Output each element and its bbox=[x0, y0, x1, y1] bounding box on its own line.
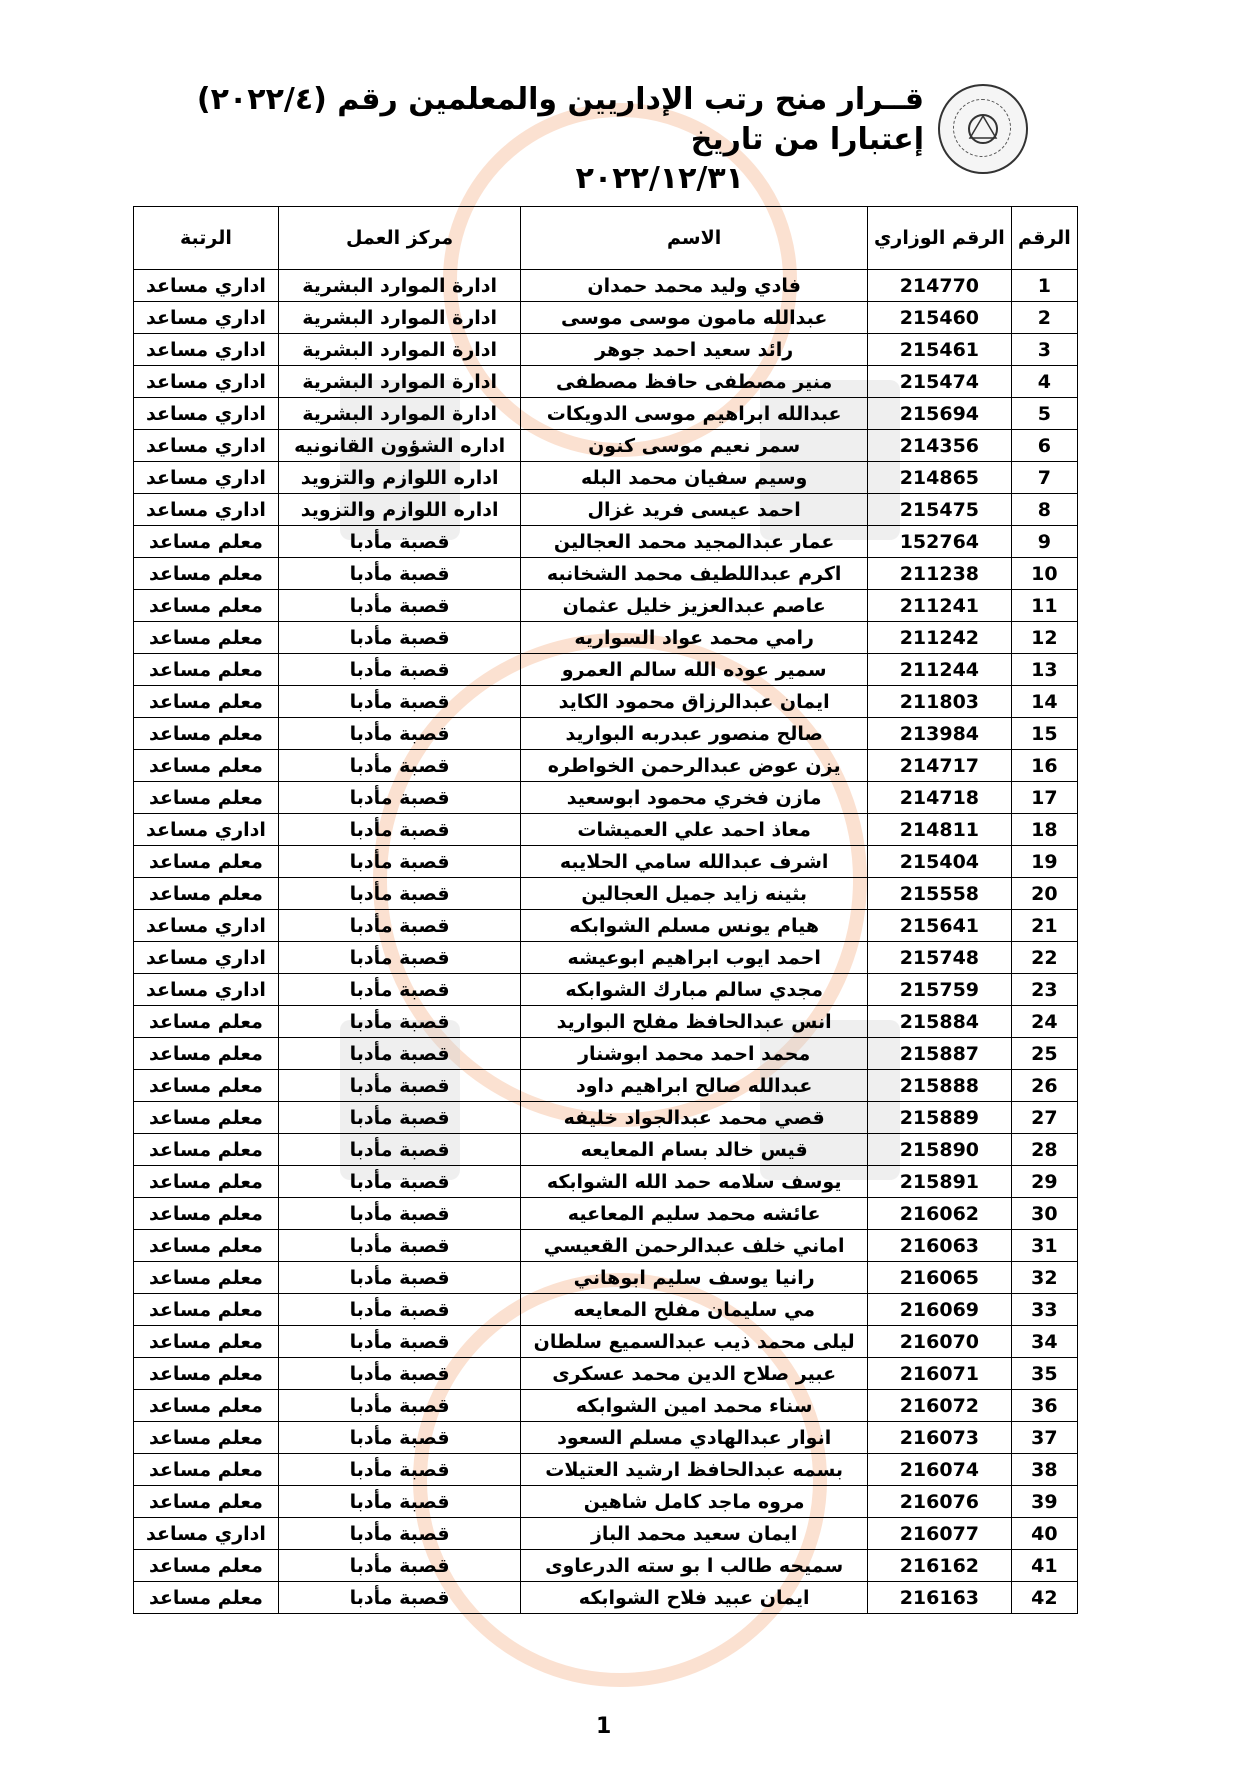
table-row bbox=[134, 974, 1078, 1006]
row-work-center: قصبة مأدبا bbox=[278, 1422, 520, 1454]
row-name: اماني خلف عبدالرحمن القعيسي bbox=[521, 1230, 868, 1262]
row-work-center: ادارة الموارد البشرية bbox=[278, 302, 520, 334]
row-name: سمر نعيم موسى كنون bbox=[521, 430, 868, 462]
table-row bbox=[134, 1198, 1078, 1230]
row-work-center: قصبة مأدبا bbox=[278, 1038, 520, 1070]
row-ministry-id: 214811 bbox=[867, 814, 1011, 846]
table-row bbox=[134, 1390, 1078, 1422]
header-index: الرقم bbox=[1011, 207, 1077, 270]
row-ministry-id: 215759 bbox=[867, 974, 1011, 1006]
row-ministry-id: 215748 bbox=[867, 942, 1011, 974]
row-work-center: قصبة مأدبا bbox=[278, 654, 520, 686]
row-index: 19 bbox=[1011, 846, 1077, 878]
row-name: عبدالله ابراهيم موسى الدويكات bbox=[521, 398, 868, 430]
row-work-center: قصبة مأدبا bbox=[278, 1486, 520, 1518]
row-rank: معلم مساعد bbox=[134, 1582, 279, 1614]
row-name: عمار عبدالمجيد محمد العجالين bbox=[521, 526, 868, 558]
row-ministry-id: 215889 bbox=[867, 1102, 1011, 1134]
row-name: عبدالله مامون موسى موسى bbox=[521, 302, 868, 334]
row-rank: معلم مساعد bbox=[134, 1390, 279, 1422]
row-rank: معلم مساعد bbox=[134, 1070, 279, 1102]
row-ministry-id: 216071 bbox=[867, 1358, 1011, 1390]
row-index: 12 bbox=[1011, 622, 1077, 654]
table-row bbox=[134, 1006, 1078, 1038]
row-rank: معلم مساعد bbox=[134, 1454, 279, 1486]
row-index: 1 bbox=[1011, 270, 1077, 302]
row-ministry-id: 216077 bbox=[867, 1518, 1011, 1550]
row-ministry-id: 216163 bbox=[867, 1582, 1011, 1614]
row-index: 14 bbox=[1011, 686, 1077, 718]
page-number: 1 bbox=[596, 1714, 612, 1739]
row-work-center: قصبة مأدبا bbox=[278, 1454, 520, 1486]
row-index: 5 bbox=[1011, 398, 1077, 430]
row-rank: معلم مساعد bbox=[134, 1422, 279, 1454]
row-rank: اداري مساعد bbox=[134, 814, 279, 846]
row-index: 21 bbox=[1011, 910, 1077, 942]
row-ministry-id: 216076 bbox=[867, 1486, 1011, 1518]
row-name: ايمان عبيد فلاح الشوابكه bbox=[521, 1582, 868, 1614]
row-index: 4 bbox=[1011, 366, 1077, 398]
ministry-seal bbox=[938, 84, 1028, 174]
row-rank: معلم مساعد bbox=[134, 1102, 279, 1134]
row-work-center: قصبة مأدبا bbox=[278, 1294, 520, 1326]
row-index: 37 bbox=[1011, 1422, 1077, 1454]
row-index: 15 bbox=[1011, 718, 1077, 750]
row-name: ايمان سعيد محمد الباز bbox=[521, 1518, 868, 1550]
row-index: 11 bbox=[1011, 590, 1077, 622]
table-row bbox=[134, 494, 1078, 526]
title-date: ٢٠٢٢/١٢/٣١ bbox=[575, 161, 744, 196]
table-row bbox=[134, 1166, 1078, 1198]
row-rank: اداري مساعد bbox=[134, 1518, 279, 1550]
row-name: معاذ احمد علي العميشات bbox=[521, 814, 868, 846]
row-rank: معلم مساعد bbox=[134, 622, 279, 654]
title-decision: قــرار منح رتب الإداريين والمعلمين رقم (٢٠٢٢/٤) إعتبارا من تاريخ bbox=[196, 82, 924, 157]
row-ministry-id: 216162 bbox=[867, 1550, 1011, 1582]
table-row bbox=[134, 526, 1078, 558]
row-work-center: اداره الشؤون القانونيه bbox=[278, 430, 520, 462]
header-name: الاسم bbox=[521, 207, 868, 270]
row-ministry-id: 215641 bbox=[867, 910, 1011, 942]
row-name: قيس خالد بسام المعايعه bbox=[521, 1134, 868, 1166]
row-ministry-id: 211238 bbox=[867, 558, 1011, 590]
row-rank: معلم مساعد bbox=[134, 1198, 279, 1230]
table-row bbox=[134, 1486, 1078, 1518]
row-index: 35 bbox=[1011, 1358, 1077, 1390]
row-ministry-id: 214717 bbox=[867, 750, 1011, 782]
row-work-center: قصبة مأدبا bbox=[278, 814, 520, 846]
table-row bbox=[134, 1134, 1078, 1166]
row-index: 13 bbox=[1011, 654, 1077, 686]
row-name: سمير عوده الله سالم العمرو bbox=[521, 654, 868, 686]
row-rank: معلم مساعد bbox=[134, 718, 279, 750]
row-work-center: قصبة مأدبا bbox=[278, 942, 520, 974]
row-rank: معلم مساعد bbox=[134, 1550, 279, 1582]
row-index: 28 bbox=[1011, 1134, 1077, 1166]
row-rank: اداري مساعد bbox=[134, 974, 279, 1006]
row-name: انوار عبدالهادي مسلم السعود bbox=[521, 1422, 868, 1454]
header-ministry-id bbox=[867, 207, 1011, 270]
row-ministry-id: 215891 bbox=[867, 1166, 1011, 1198]
row-index: 16 bbox=[1011, 750, 1077, 782]
row-work-center: ادارة الموارد البشرية bbox=[278, 270, 520, 302]
row-index: 32 bbox=[1011, 1262, 1077, 1294]
row-name: يوسف سلامه حمد الله الشوابكه bbox=[521, 1166, 868, 1198]
row-ministry-id: 216073 bbox=[867, 1422, 1011, 1454]
table-row bbox=[134, 1550, 1078, 1582]
row-work-center: قصبة مأدبا bbox=[278, 526, 520, 558]
row-ministry-id: 215888 bbox=[867, 1070, 1011, 1102]
table-row bbox=[134, 1262, 1078, 1294]
row-work-center: قصبة مأدبا bbox=[278, 1166, 520, 1198]
row-rank: معلم مساعد bbox=[134, 1486, 279, 1518]
row-rank: معلم مساعد bbox=[134, 1262, 279, 1294]
row-work-center: ادارة الموارد البشرية bbox=[278, 366, 520, 398]
row-ministry-id: 216072 bbox=[867, 1390, 1011, 1422]
row-ministry-id: 216065 bbox=[867, 1262, 1011, 1294]
row-index: 23 bbox=[1011, 974, 1077, 1006]
table-row bbox=[134, 622, 1078, 654]
row-index: 8 bbox=[1011, 494, 1077, 526]
table-row bbox=[134, 782, 1078, 814]
table-row bbox=[134, 558, 1078, 590]
row-ministry-id: 215404 bbox=[867, 846, 1011, 878]
row-index: 10 bbox=[1011, 558, 1077, 590]
row-rank: اداري مساعد bbox=[134, 270, 279, 302]
row-name: فادي وليد محمد حمدان bbox=[521, 270, 868, 302]
row-index: 2 bbox=[1011, 302, 1077, 334]
table-row bbox=[134, 1230, 1078, 1262]
ranks-table bbox=[133, 206, 1078, 1614]
row-name: يزن عوض عبدالرحمن الخواطره bbox=[521, 750, 868, 782]
row-work-center: اداره اللوازم والتزويد bbox=[278, 462, 520, 494]
table-row bbox=[134, 878, 1078, 910]
row-index: 26 bbox=[1011, 1070, 1077, 1102]
table-row bbox=[134, 942, 1078, 974]
row-work-center: قصبة مأدبا bbox=[278, 718, 520, 750]
row-index: 17 bbox=[1011, 782, 1077, 814]
table-row bbox=[134, 1070, 1078, 1102]
row-name: عبدالله صالح ابراهيم داود bbox=[521, 1070, 868, 1102]
row-name: احمد ايوب ابراهيم ابوعيشه bbox=[521, 942, 868, 974]
row-ministry-id: 214356 bbox=[867, 430, 1011, 462]
row-rank: معلم مساعد bbox=[134, 558, 279, 590]
row-work-center: قصبة مأدبا bbox=[278, 1550, 520, 1582]
row-rank: اداري مساعد bbox=[134, 494, 279, 526]
row-ministry-id: 216062 bbox=[867, 1198, 1011, 1230]
row-index: 40 bbox=[1011, 1518, 1077, 1550]
row-work-center: قصبة مأدبا bbox=[278, 1198, 520, 1230]
row-index: 38 bbox=[1011, 1454, 1077, 1486]
row-name: مازن فخري محمود ابوسعيد bbox=[521, 782, 868, 814]
row-ministry-id: 215474 bbox=[867, 366, 1011, 398]
row-index: 39 bbox=[1011, 1486, 1077, 1518]
row-index: 20 bbox=[1011, 878, 1077, 910]
row-index: 3 bbox=[1011, 334, 1077, 366]
row-name: قصي محمد عبدالجواد خليفه bbox=[521, 1102, 868, 1134]
row-index: 22 bbox=[1011, 942, 1077, 974]
row-name: مروه ماجد كامل شاهين bbox=[521, 1486, 868, 1518]
row-index: 25 bbox=[1011, 1038, 1077, 1070]
row-work-center: قصبة مأدبا bbox=[278, 590, 520, 622]
table-row bbox=[134, 1326, 1078, 1358]
row-rank: معلم مساعد bbox=[134, 686, 279, 718]
row-ministry-id: 216074 bbox=[867, 1454, 1011, 1486]
row-rank: اداري مساعد bbox=[134, 366, 279, 398]
row-rank: معلم مساعد bbox=[134, 590, 279, 622]
row-work-center: قصبة مأدبا bbox=[278, 1518, 520, 1550]
table-row bbox=[134, 398, 1078, 430]
row-name: سناء محمد امين الشوابكه bbox=[521, 1390, 868, 1422]
row-ministry-id: 215558 bbox=[867, 878, 1011, 910]
table-row bbox=[134, 814, 1078, 846]
row-work-center: قصبة مأدبا bbox=[278, 910, 520, 942]
row-index: 18 bbox=[1011, 814, 1077, 846]
row-rank: معلم مساعد bbox=[134, 1006, 279, 1038]
row-index: 33 bbox=[1011, 1294, 1077, 1326]
row-rank: معلم مساعد bbox=[134, 782, 279, 814]
table-row bbox=[134, 334, 1078, 366]
row-rank: اداري مساعد bbox=[134, 398, 279, 430]
row-work-center: ادارة الموارد البشرية bbox=[278, 334, 520, 366]
row-work-center: ادارة الموارد البشرية bbox=[278, 398, 520, 430]
row-ministry-id: 211241 bbox=[867, 590, 1011, 622]
row-index: 29 bbox=[1011, 1166, 1077, 1198]
row-name: عبير صلاح الدين محمد عسكرى bbox=[521, 1358, 868, 1390]
row-name: وسيم سفيان محمد البله bbox=[521, 462, 868, 494]
row-index: 31 bbox=[1011, 1230, 1077, 1262]
row-ministry-id: 213984 bbox=[867, 718, 1011, 750]
row-rank: معلم مساعد bbox=[134, 846, 279, 878]
row-ministry-id: 216069 bbox=[867, 1294, 1011, 1326]
table-row bbox=[134, 462, 1078, 494]
table-row bbox=[134, 302, 1078, 334]
row-name: رامي محمد عواد السواريه bbox=[521, 622, 868, 654]
table-row bbox=[134, 718, 1078, 750]
row-rank: اداري مساعد bbox=[134, 302, 279, 334]
row-ministry-id: 215460 bbox=[867, 302, 1011, 334]
row-work-center: قصبة مأدبا bbox=[278, 1326, 520, 1358]
table-row bbox=[134, 1358, 1078, 1390]
row-name: رانيا يوسف سليم ابوهاني bbox=[521, 1262, 868, 1294]
row-name: مي سليمان مفلح المعايعه bbox=[521, 1294, 868, 1326]
row-rank: معلم مساعد bbox=[134, 878, 279, 910]
row-ministry-id: 214770 bbox=[867, 270, 1011, 302]
table-row bbox=[134, 1102, 1078, 1134]
row-work-center: قصبة مأدبا bbox=[278, 1006, 520, 1038]
row-index: 41 bbox=[1011, 1550, 1077, 1582]
row-index: 9 bbox=[1011, 526, 1077, 558]
table-row bbox=[134, 270, 1078, 302]
row-work-center: قصبة مأدبا bbox=[278, 1102, 520, 1134]
row-name: عائشه محمد سليم المعاعيه bbox=[521, 1198, 868, 1230]
row-work-center: قصبة مأدبا bbox=[278, 686, 520, 718]
row-rank: اداري مساعد bbox=[134, 462, 279, 494]
table-row bbox=[134, 910, 1078, 942]
row-work-center: قصبة مأدبا bbox=[278, 1358, 520, 1390]
header-rank: الرتبة bbox=[134, 207, 279, 270]
row-rank: معلم مساعد bbox=[134, 1134, 279, 1166]
row-rank: اداري مساعد bbox=[134, 334, 279, 366]
table-row bbox=[134, 1294, 1078, 1326]
table-row bbox=[134, 750, 1078, 782]
row-name: منير مصطفى حافظ مصطفى bbox=[521, 366, 868, 398]
table-row bbox=[134, 686, 1078, 718]
row-name: انس عبدالحافظ مفلح البواريد bbox=[521, 1006, 868, 1038]
row-rank: معلم مساعد bbox=[134, 526, 279, 558]
row-rank: معلم مساعد bbox=[134, 1358, 279, 1390]
table-row bbox=[134, 366, 1078, 398]
row-rank: معلم مساعد bbox=[134, 654, 279, 686]
row-ministry-id: 211242 bbox=[867, 622, 1011, 654]
table-row bbox=[134, 1038, 1078, 1070]
row-work-center: اداره اللوازم والتزويد bbox=[278, 494, 520, 526]
row-rank: معلم مساعد bbox=[134, 1166, 279, 1198]
row-work-center: قصبة مأدبا bbox=[278, 558, 520, 590]
row-ministry-id: 215461 bbox=[867, 334, 1011, 366]
row-rank: معلم مساعد bbox=[134, 1230, 279, 1262]
header-work-center: مركز العمل bbox=[278, 207, 520, 270]
table-row bbox=[134, 1454, 1078, 1486]
row-name: بسمه عبدالحافظ ارشيد العتيلات bbox=[521, 1454, 868, 1486]
row-ministry-id: 211803 bbox=[867, 686, 1011, 718]
row-work-center: قصبة مأدبا bbox=[278, 750, 520, 782]
row-name: هيام يونس مسلم الشوابكه bbox=[521, 910, 868, 942]
row-rank: معلم مساعد bbox=[134, 1326, 279, 1358]
table-row bbox=[134, 1582, 1078, 1614]
row-index: 42 bbox=[1011, 1582, 1077, 1614]
row-name: ليلى محمد ذيب عبدالسميع سلطان bbox=[521, 1326, 868, 1358]
header-ministry-id-label: الرقم الوزاري bbox=[873, 227, 1005, 249]
row-work-center: قصبة مأدبا bbox=[278, 622, 520, 654]
row-index: 34 bbox=[1011, 1326, 1077, 1358]
row-work-center: قصبة مأدبا bbox=[278, 1582, 520, 1614]
row-name: رائد سعيد احمد جوهر bbox=[521, 334, 868, 366]
table-row bbox=[134, 590, 1078, 622]
row-ministry-id: 215475 bbox=[867, 494, 1011, 526]
table-row bbox=[134, 1518, 1078, 1550]
row-name: سميحه طالب ا بو سته الدرعاوى bbox=[521, 1550, 868, 1582]
row-ministry-id: 215694 bbox=[867, 398, 1011, 430]
table-body bbox=[134, 270, 1078, 1614]
row-ministry-id: 214865 bbox=[867, 462, 1011, 494]
row-index: 36 bbox=[1011, 1390, 1077, 1422]
row-index: 27 bbox=[1011, 1102, 1077, 1134]
row-rank: معلم مساعد bbox=[134, 1294, 279, 1326]
row-work-center: قصبة مأدبا bbox=[278, 782, 520, 814]
row-name: عاصم عبدالعزيز خليل عثمان bbox=[521, 590, 868, 622]
row-rank: معلم مساعد bbox=[134, 1038, 279, 1070]
row-work-center: قصبة مأدبا bbox=[278, 1230, 520, 1262]
table-row bbox=[134, 846, 1078, 878]
row-index: 6 bbox=[1011, 430, 1077, 462]
row-work-center: قصبة مأدبا bbox=[278, 878, 520, 910]
table-row bbox=[134, 430, 1078, 462]
row-name: ايمان عبدالرزاق محمود الكايد bbox=[521, 686, 868, 718]
ministry-seal-icon bbox=[940, 86, 1026, 172]
row-ministry-id: 215890 bbox=[867, 1134, 1011, 1166]
row-name: اشرف عبدالله سامي الحلايبه bbox=[521, 846, 868, 878]
row-name: احمد عيسى فريد غزال bbox=[521, 494, 868, 526]
row-work-center: قصبة مأدبا bbox=[278, 1070, 520, 1102]
row-index: 30 bbox=[1011, 1198, 1077, 1230]
row-ministry-id: 214718 bbox=[867, 782, 1011, 814]
row-work-center: قصبة مأدبا bbox=[278, 846, 520, 878]
row-ministry-id: 211244 bbox=[867, 654, 1011, 686]
document-title bbox=[150, 80, 930, 198]
row-work-center: قصبة مأدبا bbox=[278, 1390, 520, 1422]
row-name: محمد احمد محمد ابوشنار bbox=[521, 1038, 868, 1070]
row-ministry-id: 152764 bbox=[867, 526, 1011, 558]
row-ministry-id: 215887 bbox=[867, 1038, 1011, 1070]
row-name: اكرم عبداللطيف محمد الشخانبه bbox=[521, 558, 868, 590]
table-row bbox=[134, 654, 1078, 686]
table-row bbox=[134, 1422, 1078, 1454]
row-index: 7 bbox=[1011, 462, 1077, 494]
row-work-center: قصبة مأدبا bbox=[278, 1262, 520, 1294]
row-work-center: قصبة مأدبا bbox=[278, 1134, 520, 1166]
table-header-row bbox=[134, 207, 1078, 270]
row-rank: اداري مساعد bbox=[134, 942, 279, 974]
row-ministry-id: 216070 bbox=[867, 1326, 1011, 1358]
row-ministry-id: 216063 bbox=[867, 1230, 1011, 1262]
row-name: مجدي سالم مبارك الشوابكه bbox=[521, 974, 868, 1006]
row-work-center: قصبة مأدبا bbox=[278, 974, 520, 1006]
row-rank: اداري مساعد bbox=[134, 910, 279, 942]
row-rank: اداري مساعد bbox=[134, 430, 279, 462]
row-name: بثينه زايد جميل العجالين bbox=[521, 878, 868, 910]
row-rank: معلم مساعد bbox=[134, 750, 279, 782]
row-name: صالح منصور عبدربه البواريد bbox=[521, 718, 868, 750]
row-ministry-id: 215884 bbox=[867, 1006, 1011, 1038]
row-index: 24 bbox=[1011, 1006, 1077, 1038]
